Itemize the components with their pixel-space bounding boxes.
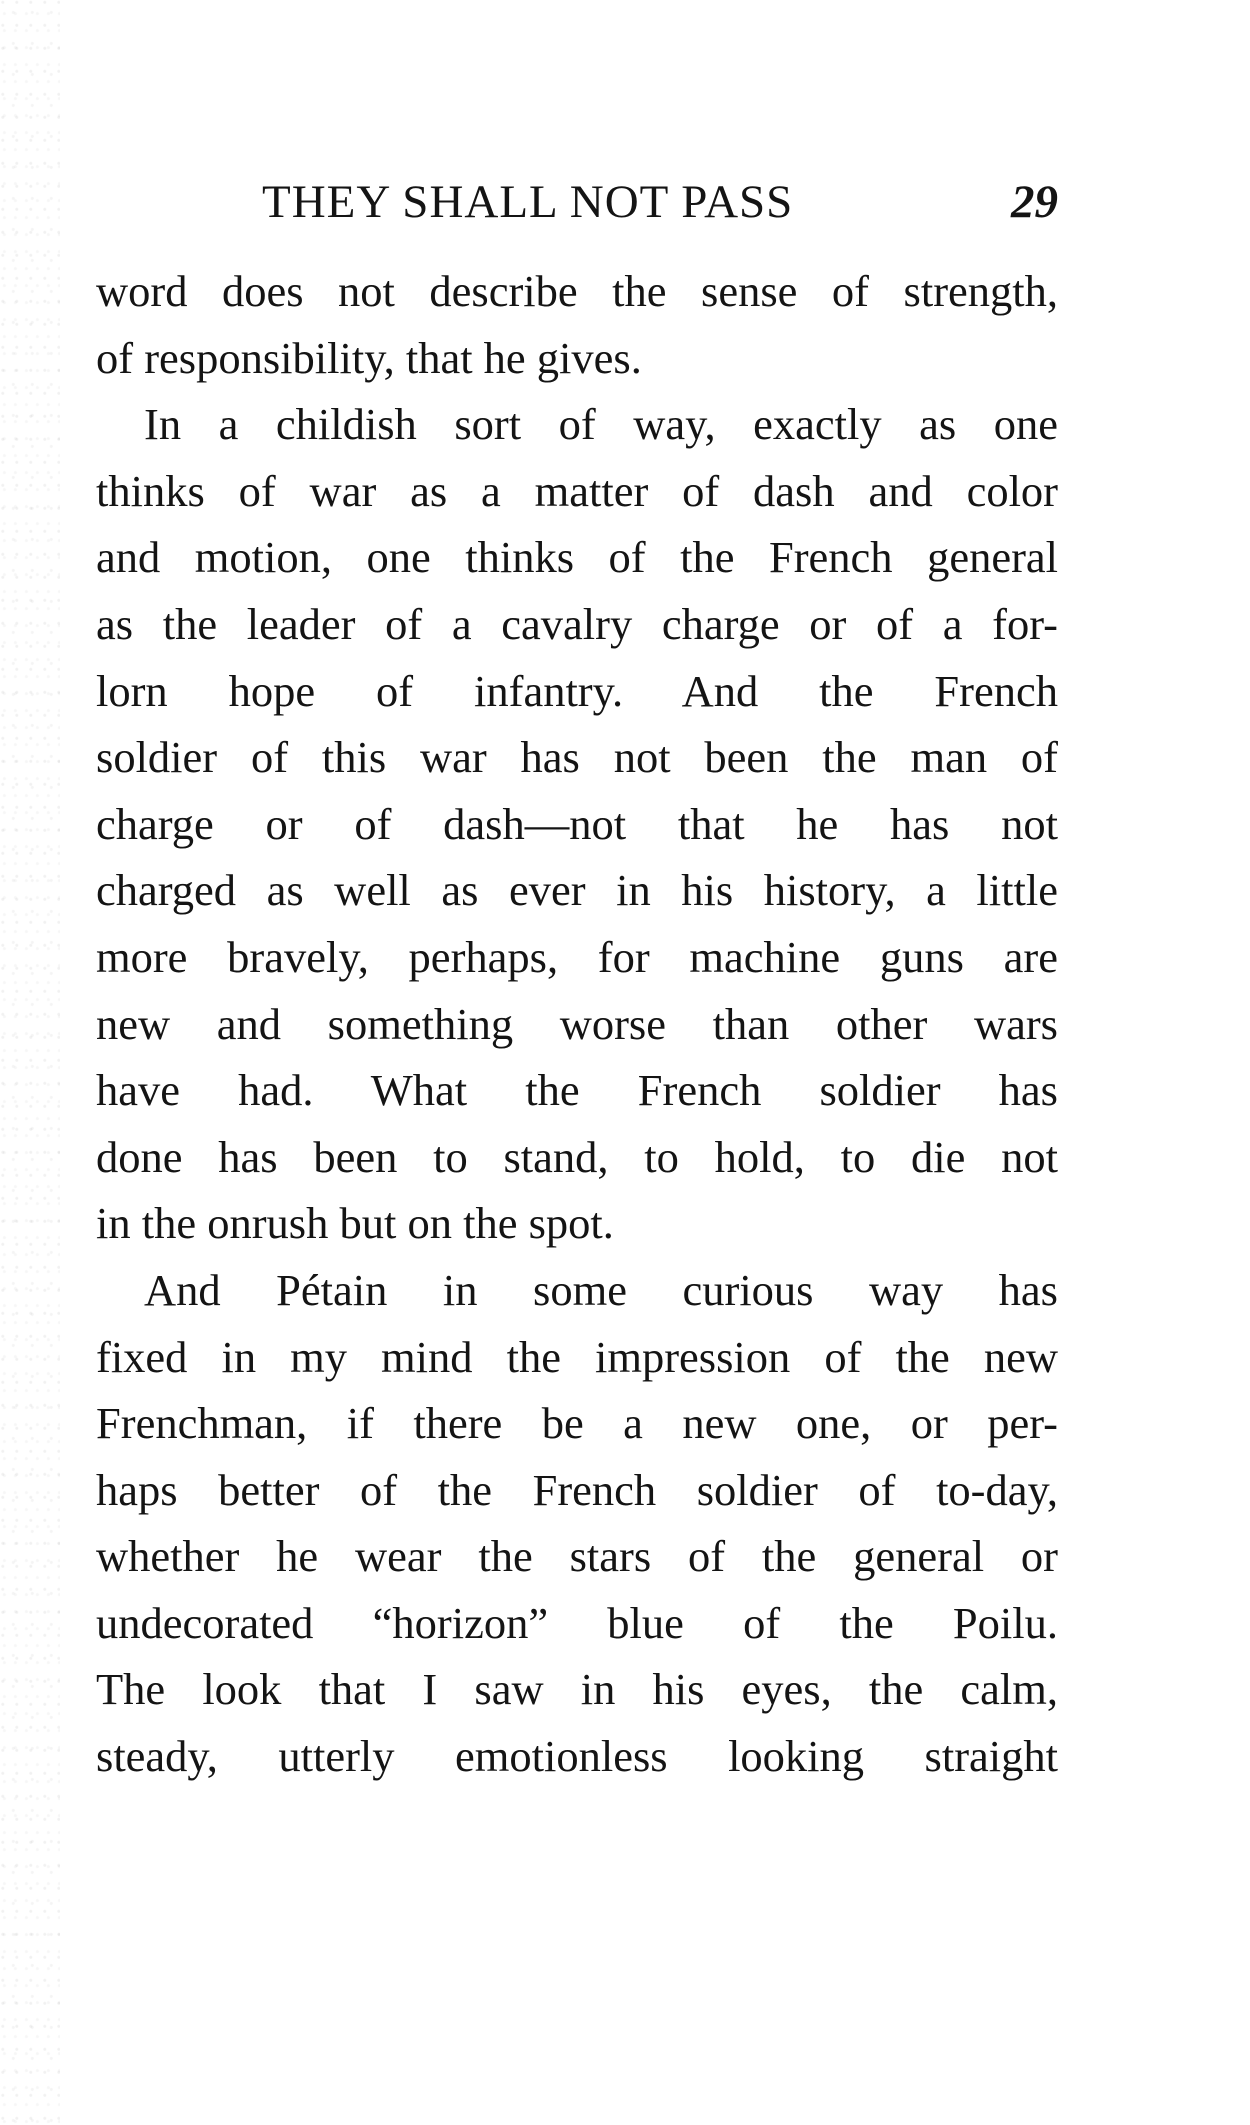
text-line: thinks of war as a matter of dash and color	[96, 465, 1058, 516]
body-text	[96, 258, 1058, 1790]
text-line: word does not describe the sense of strength,	[96, 266, 1058, 316]
text-line: of responsibility, that he gives.	[96, 332, 642, 383]
text-line: steady, utterly emotionless looking straight	[96, 1731, 1058, 1782]
paragraph-first-line: And Pétain in some curious way has	[144, 1264, 1058, 1315]
text-line: new and something worse than other wars	[96, 998, 1058, 1049]
text-line: charged as well as ever in his history, a little	[96, 865, 1058, 916]
text-line: in the onrush but on the spot.	[96, 1198, 614, 1249]
text-line: haps better of the French soldier of to-day,	[96, 1464, 1058, 1515]
running-title: THEY SHALL NOT PASS	[262, 176, 794, 228]
text-line: as the leader of a cavalry charge or of a for-	[96, 598, 1058, 649]
text-line: The look that I saw in his eyes, the calm,	[96, 1664, 1058, 1715]
text-line: charge or of dash—not that he has not	[96, 798, 1058, 849]
text-line: and motion, one thinks of the French general	[96, 532, 1058, 583]
text-line: soldier of this war has not been the man of	[96, 732, 1058, 783]
page-number: 29	[1011, 176, 1058, 228]
text-line: undecorated “horizon” blue of the Poilu.	[96, 1597, 1058, 1648]
text-line: Frenchman, if there be a new one, or per-	[96, 1398, 1058, 1449]
text-line: lorn hope of infantry. And the French	[96, 665, 1058, 716]
text-line: have had. What the French soldier has	[96, 1065, 1058, 1116]
text-line: fixed in my mind the impression of the new	[96, 1331, 1058, 1382]
text-line: more bravely, perhaps, for machine guns are	[96, 931, 1058, 982]
text-line: whether he wear the stars of the general or	[96, 1531, 1058, 1582]
running-head	[96, 172, 1058, 232]
page-binding-edge	[0, 0, 60, 2125]
paragraph-first-line: In a childish sort of way, exactly as one	[144, 399, 1058, 450]
text-line: done has been to stand, to hold, to die not	[96, 1131, 1058, 1182]
